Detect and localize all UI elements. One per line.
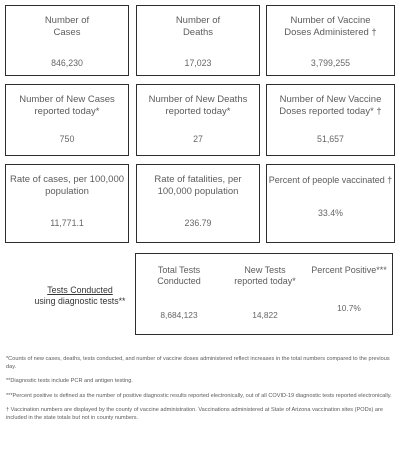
stat-value: 33.4% bbox=[318, 208, 343, 218]
footnote-percent-positive: ***Percent positive is defined as the number of positive diagnostic results reported electronically, out of all COVID-19 diagnostic tests reported electronically. bbox=[6, 392, 392, 399]
tests-total-label: Total Tests Conducted bbox=[157, 265, 201, 286]
stat-card-deaths bbox=[136, 5, 260, 76]
tests-heading-subtitle: using diagnostic tests** bbox=[34, 296, 126, 306]
footnote-vaccination: † Vaccination numbers are displayed by the county of vaccine administration. Vaccinations administered at State of Arizona vaccination sites (PODs) are included in the state totals but not in county numbers. bbox=[6, 407, 383, 421]
stat-label: Percent of people vaccinated † bbox=[268, 175, 393, 185]
stat-value: 236.79 bbox=[184, 218, 212, 228]
stat-value: 11,771.1 bbox=[50, 218, 84, 228]
stat-value: 27 bbox=[193, 134, 203, 144]
footnote-diagnostic-tests: **Diagnostic tests include PCR and antigen testing. bbox=[6, 378, 133, 384]
stat-card-cases bbox=[5, 5, 129, 76]
stat-label: Number of New Cases reported today* bbox=[19, 94, 115, 117]
tests-percent-positive-value: 10.7% bbox=[337, 303, 361, 313]
stat-card-case-rate bbox=[5, 164, 129, 243]
footnotes bbox=[6, 356, 394, 429]
stat-label: Number of New Deaths reported today* bbox=[148, 94, 248, 117]
stat-card-percent-vaccinated bbox=[266, 164, 395, 243]
stat-label: Rate of cases, per 100,000 population bbox=[9, 174, 125, 197]
footnote-counts: *Counts of new cases, deaths, tests conducted, and number of vaccine doses administered reflect increases in the total numbers compared to the previous day. bbox=[6, 356, 390, 370]
tests-new-value: 14,822 bbox=[252, 310, 278, 320]
tests-total-value: 8,684,123 bbox=[160, 310, 198, 320]
stat-label: Number of Deaths bbox=[175, 15, 221, 38]
stat-label: Number of Vaccine Doses Administered † bbox=[284, 15, 377, 38]
stat-card-new-deaths bbox=[136, 84, 260, 156]
stat-label: Number of Cases bbox=[44, 15, 90, 38]
tests-new bbox=[227, 265, 303, 320]
stat-value: 51,657 bbox=[317, 134, 344, 144]
tests-heading bbox=[28, 285, 132, 307]
tests-total bbox=[146, 265, 212, 320]
stat-card-vaccine-doses bbox=[266, 5, 395, 76]
stat-value: 846,230 bbox=[51, 58, 83, 68]
tests-percent-positive bbox=[308, 265, 390, 313]
tests-card bbox=[135, 253, 393, 335]
stat-card-new-cases bbox=[5, 84, 129, 156]
tests-heading-title: Tests Conducted bbox=[47, 285, 113, 295]
stat-value: 750 bbox=[59, 134, 75, 144]
tests-percent-positive-label: Percent Positive*** bbox=[311, 265, 387, 275]
stat-value: 17,023 bbox=[184, 58, 212, 68]
stat-label: Rate of fatalities, per 100,000 population bbox=[154, 174, 242, 197]
stat-card-fatality-rate bbox=[136, 164, 260, 243]
tests-new-label: New Tests reported today* bbox=[234, 265, 296, 286]
stat-label: Number of New Vaccine Doses reported today* † bbox=[279, 94, 382, 117]
stat-card-new-vaccine-doses bbox=[266, 84, 395, 156]
stat-value: 3,799,255 bbox=[310, 58, 351, 68]
